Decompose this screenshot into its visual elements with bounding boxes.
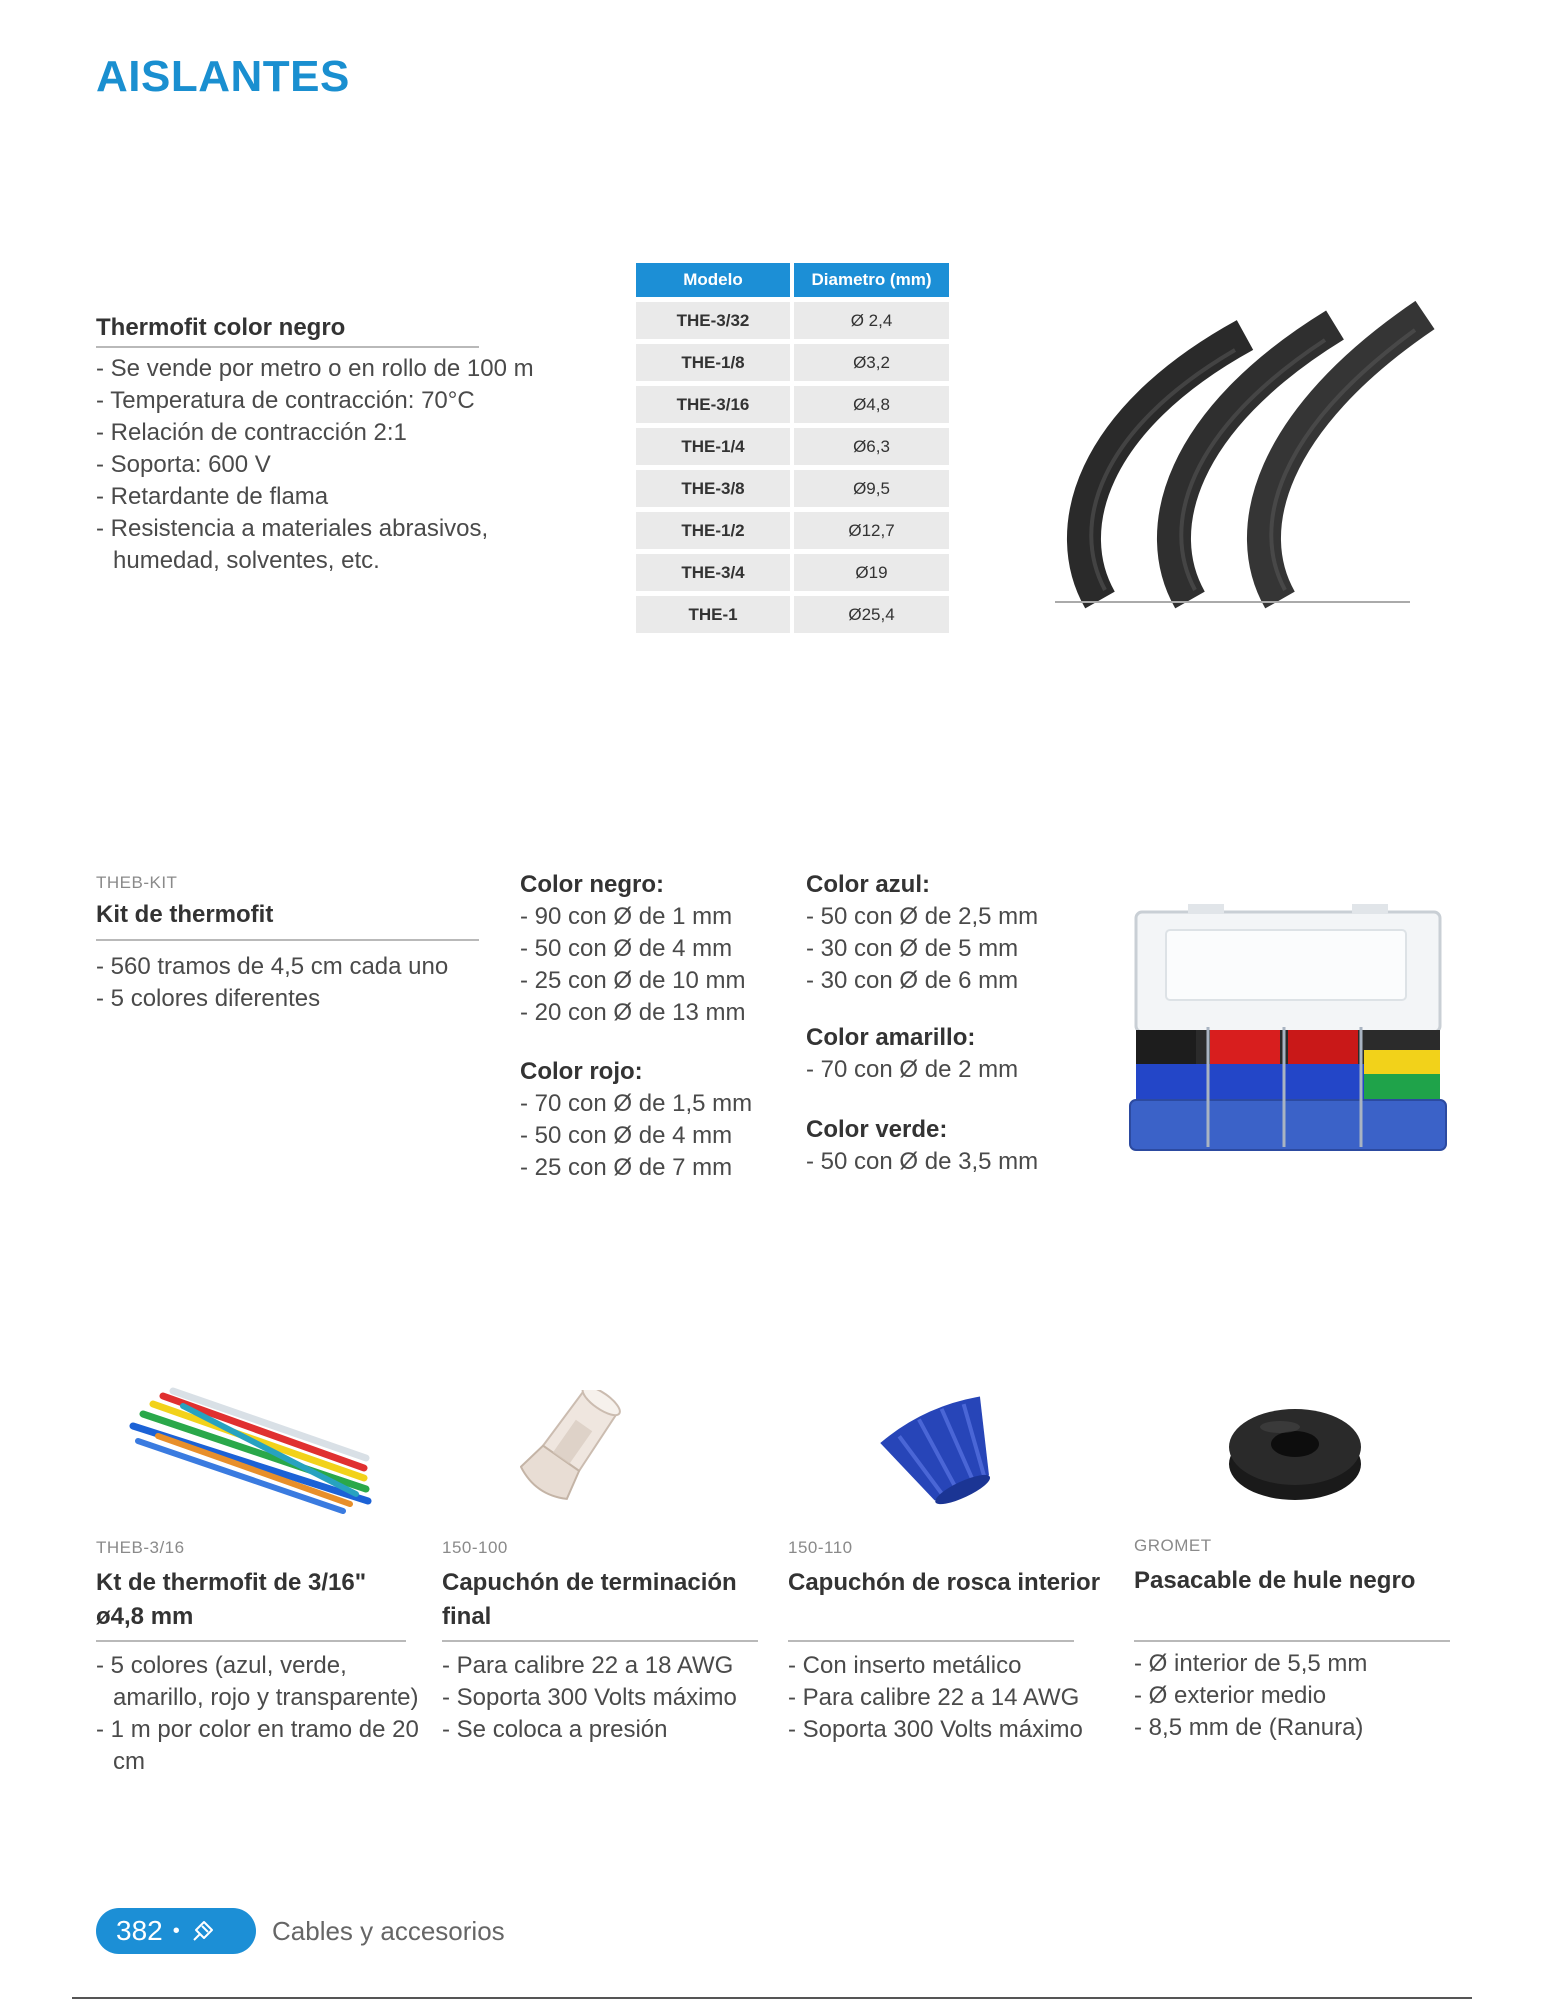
bullet: - 560 tramos de 4,5 cm cada uno: [96, 951, 496, 983]
page-number: 382: [116, 1915, 163, 1946]
product-rule: [96, 1640, 406, 1642]
bullet: - 70 con Ø de 2 mm: [806, 1054, 1066, 1086]
thermofit-kit-box-image: [1128, 902, 1448, 1162]
bullet: - 25 con Ø de 7 mm: [520, 1152, 780, 1184]
color-tubes-image: [128, 1386, 378, 1516]
bullet: - 1 m por color en tramo de 20 cm: [96, 1714, 426, 1778]
product-code: 150-100: [442, 1538, 508, 1557]
kit-colors-col1: [520, 869, 780, 1184]
table-row: [636, 596, 958, 633]
bullet: - Resistencia a materiales abrasivos, humedad, solventes, etc.: [96, 513, 566, 577]
product-rule: [442, 1640, 758, 1642]
bullet: - 30 con Ø de 5 mm: [806, 933, 1066, 965]
bullet: - Retardante de flama: [96, 481, 566, 513]
cell-diametro: Ø4,8: [794, 386, 949, 423]
bullet: - Soporta 300 Volts máximo: [788, 1714, 1118, 1746]
color-verde-title: Color verde:: [806, 1116, 948, 1143]
color-azul-title: Color azul:: [806, 871, 930, 898]
bullet: - 20 con Ø de 13 mm: [520, 997, 780, 1029]
product-title: Capuchón de rosca interior: [788, 1569, 1101, 1596]
footer-dot: •: [172, 1919, 180, 1942]
rubber-grommet-image: [1220, 1392, 1370, 1512]
product-code: THEB-3/16: [96, 1538, 185, 1557]
product-rule: [788, 1640, 1074, 1642]
kit-bullets: [96, 951, 496, 1015]
section1-title: Thermofit color negro: [96, 314, 346, 341]
bullet: - Ø interior de 5,5 mm: [1134, 1648, 1454, 1680]
kit-rule: [96, 939, 479, 941]
color-negro-list: [520, 901, 780, 1029]
cell-modelo: THE-3/16: [636, 386, 790, 423]
product-bullets: [442, 1650, 772, 1746]
cell-modelo: THE-3/4: [636, 554, 790, 591]
cell-modelo: THE-1/4: [636, 428, 790, 465]
bullet: - Se vende por metro o en rollo de 100 m: [96, 353, 566, 385]
color-azul-list: [806, 901, 1066, 997]
end-cap-connector-image: [520, 1390, 680, 1520]
bullet: - Soporta: 600 V: [96, 449, 566, 481]
bullet: - 25 con Ø de 10 mm: [520, 965, 780, 997]
table-row: [636, 512, 958, 549]
bullet: - 50 con Ø de 4 mm: [520, 1120, 780, 1152]
bullet: - 50 con Ø de 2,5 mm: [806, 901, 1066, 933]
product-bullets: [96, 1650, 426, 1778]
table-row: [636, 428, 958, 465]
wire-nut-connector-image: [872, 1396, 1022, 1516]
bullet: - 70 con Ø de 1,5 mm: [520, 1088, 780, 1120]
product-bullets: [1134, 1648, 1454, 1744]
bullet: - 5 colores (azul, verde, amarillo, rojo y transparente): [96, 1650, 426, 1714]
cell-diametro: Ø3,2: [794, 344, 949, 381]
bullet: - Relación de contracción 2:1: [96, 417, 566, 449]
cell-diametro: Ø 2,4: [794, 302, 949, 339]
bullet: - 50 con Ø de 4 mm: [520, 933, 780, 965]
product-rule: [1134, 1640, 1450, 1642]
product-title: Pasacable de hule negro: [1134, 1567, 1416, 1594]
bullet: - Soporta 300 Volts máximo: [442, 1682, 772, 1714]
color-rojo-title: Color rojo:: [520, 1058, 643, 1085]
column-header-modelo: Modelo: [636, 263, 790, 297]
cell-modelo: THE-3/32: [636, 302, 790, 339]
product-title: Capuchón de terminación final: [442, 1569, 737, 1630]
product-code: GROMET: [1134, 1536, 1212, 1555]
cell-diametro: Ø19: [794, 554, 949, 591]
bullet: - 50 con Ø de 3,5 mm: [806, 1146, 1066, 1178]
cell-modelo: THE-1/2: [636, 512, 790, 549]
section1-rule: [96, 346, 479, 348]
cell-diametro: Ø25,4: [794, 596, 949, 633]
color-amarillo-title: Color amarillo:: [806, 1024, 976, 1051]
table-row: [636, 344, 958, 381]
color-amarillo-list: [806, 1054, 1066, 1086]
table-row: [636, 302, 958, 339]
spec-table: [636, 263, 958, 633]
cell-diametro: Ø6,3: [794, 428, 949, 465]
bullet: - Para calibre 22 a 14 AWG: [788, 1682, 1118, 1714]
cell-diametro: Ø12,7: [794, 512, 949, 549]
table-row: [636, 386, 958, 423]
color-negro-title: Color negro:: [520, 871, 664, 898]
bullet: - 90 con Ø de 1 mm: [520, 901, 780, 933]
footer-section-label: Cables y accesorios: [272, 1916, 505, 1946]
color-verde-list: [806, 1146, 1066, 1178]
bullet: - 5 colores diferentes: [96, 983, 496, 1015]
page-number-badge: [96, 1908, 256, 1954]
cell-modelo: THE-3/8: [636, 470, 790, 507]
cell-modelo: THE-1/8: [636, 344, 790, 381]
bullet: - Se coloca a presión: [442, 1714, 772, 1746]
kit-title: Kit de thermofit: [96, 901, 274, 928]
color-rojo-list: [520, 1088, 780, 1184]
kit-code: THEB-KIT: [96, 873, 178, 892]
table-row: [636, 470, 958, 507]
bullet: - 8,5 mm de (Ranura): [1134, 1712, 1454, 1744]
bullet: - 30 con Ø de 6 mm: [806, 965, 1066, 997]
product-code: 150-110: [788, 1538, 853, 1557]
bullet: - Con inserto metálico: [788, 1650, 1118, 1682]
table-header: [636, 263, 958, 297]
column-header-diametro: Diametro (mm): [794, 263, 949, 297]
bullet: - Temperatura de contracción: 70°C: [96, 385, 566, 417]
bullet: - Para calibre 22 a 18 AWG: [442, 1650, 772, 1682]
bullet: - Ø exterior medio: [1134, 1680, 1454, 1712]
cell-modelo: THE-1: [636, 596, 790, 633]
heat-shrink-tube-image: [1050, 290, 1450, 610]
table-row: [636, 554, 958, 591]
product-title: Kt de thermofit de 3/16" ø4,8 mm: [96, 1569, 367, 1630]
product-bullets: [788, 1650, 1118, 1746]
cable-plug-icon: [190, 1918, 216, 1944]
footer-rule: [72, 1997, 1472, 1999]
page-title: AISLANTES: [96, 52, 350, 101]
cell-diametro: Ø9,5: [794, 470, 949, 507]
kit-colors-col2: [806, 869, 1066, 1178]
section1-bullets: [96, 353, 566, 577]
